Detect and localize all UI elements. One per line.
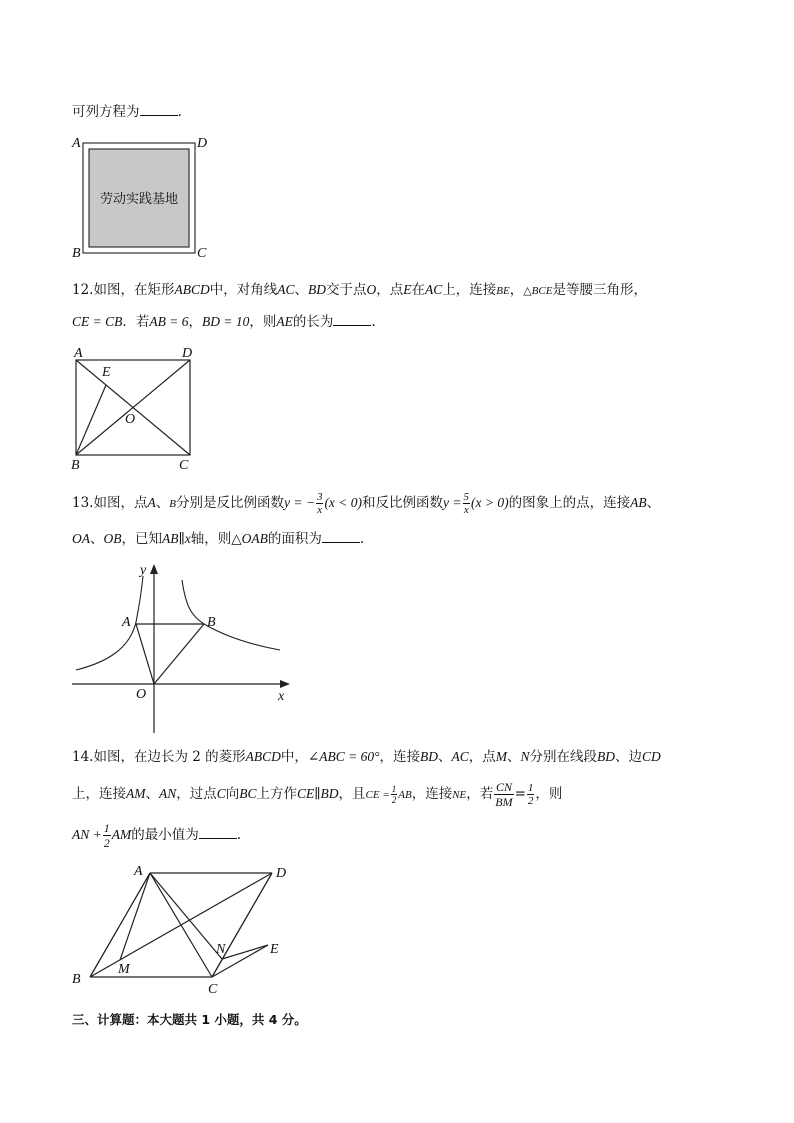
math: AN [159,786,177,801]
math: AC [451,749,469,764]
denominator: 2 [391,795,397,805]
label-B: B [207,615,216,630]
math: AM [111,827,132,842]
label-N: N [216,942,226,957]
label-A: A [72,136,81,151]
math: BD [597,749,616,764]
denominator: 2 [103,836,110,850]
q12-figure [68,343,208,473]
diagonal-AC [150,873,212,977]
math: AC [277,282,295,297]
text: ，点 [376,282,404,298]
text: 向 [225,786,240,802]
numerator: 3 [316,491,323,503]
numerator: 1 [391,784,397,794]
math: BD = 10 [201,314,250,329]
denominator: BM [495,795,513,809]
math: AB [398,789,412,801]
fraction [103,821,111,850]
math: ABCD [174,282,210,297]
text: ，连接 [379,749,420,765]
text: 上，连接 [72,786,126,802]
label-B: B [72,246,81,258]
label-C: C [208,982,218,997]
q13-figure [68,558,298,738]
q14-line2 [72,780,562,809]
text: ，过点 [176,786,217,802]
label-A: A [122,615,131,630]
label-C: C [179,458,189,473]
math: C [216,786,226,801]
math: AB = 6 [149,314,189,329]
answer-blank [322,530,360,543]
math: OAB [241,531,268,546]
math: NE [452,789,467,801]
label-E: E [270,942,279,957]
q14-figure [62,855,322,1000]
answer-blank [199,826,237,839]
text: 的最小值为 [131,827,199,843]
curve-right-branch [182,580,280,650]
math: OA [72,531,90,546]
text: 如图，在边长为 2 的菱形 [93,749,246,765]
text: 、 [145,786,159,802]
math: CD [642,749,661,764]
fraction [494,780,513,809]
period: . [177,104,182,120]
math: N [520,749,530,764]
math: CE = [365,789,390,801]
math: M [495,749,507,764]
side-CD [212,873,272,977]
math: CE = CB [72,314,123,329]
text: ，连接 [411,786,453,802]
text: = [514,786,526,802]
text: 的图象上的点，连接 [508,495,631,511]
q13-line2 [72,530,364,548]
text: ．若 [122,314,150,330]
q11-figure [70,133,210,258]
curve-left-branch [76,576,143,670]
math: OB [103,531,122,546]
text: 的长为 [292,314,334,330]
text: 交于点 [326,282,367,298]
math: y = [443,495,462,510]
math: E [403,282,412,297]
label-O: O [125,412,136,427]
numerator: 1 [527,782,534,794]
text: 中， [280,749,308,765]
q12-line2 [72,313,376,331]
text: ， [509,282,524,298]
math: (x < 0) [324,495,363,510]
text: 、 [90,531,104,547]
text: 、 [437,749,452,765]
q12-line1 [72,281,647,300]
label-A: A [74,346,83,361]
text: ，且 [338,786,366,802]
q11-tail-line [72,103,182,121]
denominator: x [463,504,469,516]
label-x: x [278,689,285,704]
text: 、 [646,495,661,511]
question-number: 14. [72,749,94,765]
segment-AN [150,873,222,959]
math: CE∥BD [297,786,339,801]
text: ， [188,314,202,330]
label-C: C [197,246,207,258]
q14-line3 [72,820,241,850]
math: BD [308,282,326,297]
answer-blank [140,103,178,116]
label-O: O [136,687,147,702]
math: BE [496,285,510,297]
numerator: CN [495,780,512,794]
x-axis-arrow [280,680,290,688]
label-D: D [182,346,193,361]
segment-OA [136,624,154,684]
math: BC [239,786,257,801]
text: ，则 [535,786,563,802]
segment-BE [76,385,106,455]
math: AC [425,282,443,297]
text: ，若 [466,786,494,802]
text: 、边 [615,749,643,765]
fraction [527,782,535,807]
text: 如图，在矩形 [93,282,175,298]
text: 分别在线段 [529,749,598,765]
text: ，则 [249,314,277,330]
math: ∠ABC = 60° [307,749,380,764]
text: 轴，则△ [190,531,242,547]
text: 和反比例函数 [362,495,444,511]
base-label: 劳动实践基地 [99,192,179,207]
text: 、 [507,749,521,765]
label-D: D [276,866,287,881]
label-M: M [118,962,130,977]
text: 是等腰三角形， [552,282,647,298]
label-B: B [71,458,80,473]
text: 的面积为 [267,531,322,547]
text: 中，对角线 [209,282,278,298]
math: AB [630,495,647,510]
q11-tail-text: 可列方程为 [72,104,140,120]
text: ，点 [468,749,496,765]
text: 分别是反比例函数 [175,495,284,511]
math: (x > 0) [471,495,509,510]
text: 上，连接 [442,282,497,298]
math: AN + [72,827,102,842]
numerator: 1 [103,821,110,835]
math: AE [276,314,293,329]
denominator: 2 [527,795,534,807]
text: ，已知 [121,531,162,547]
label-E: E [102,365,111,380]
question-number: 12. [72,282,94,298]
period: . [236,827,242,843]
section-heading: 三、计算题：本大题共 1 小题，共 4 分。 [72,1012,307,1027]
label-D: D [197,136,208,151]
math: O [366,282,377,297]
math: B [169,498,176,510]
numerator: 5 [463,491,470,503]
math: ABCD [245,749,281,764]
period: . [359,531,365,547]
text: 如图，点 [93,495,148,511]
text: 上方作 [256,786,298,802]
text: 、 [155,495,170,511]
math: y = − [283,495,315,510]
question-number: 13. [72,495,94,511]
q13-line1 [72,490,660,517]
answer-blank [333,313,371,326]
math: A [147,495,156,510]
text: 、 [294,282,308,298]
y-axis-arrow [150,564,158,574]
denominator: x [317,504,323,516]
fraction [391,784,398,805]
label-A: A [134,864,143,879]
label-B: B [72,972,81,987]
math: AM [126,786,146,801]
fraction [316,491,324,516]
period: . [371,314,376,330]
math: △BCE [523,285,553,297]
q14-line1 [72,748,661,766]
fraction [463,491,471,516]
math: AB∥x [162,531,191,546]
text: 在 [411,282,425,298]
segment-OB [154,624,204,684]
label-y: y [140,563,147,578]
math: BD [419,749,438,764]
